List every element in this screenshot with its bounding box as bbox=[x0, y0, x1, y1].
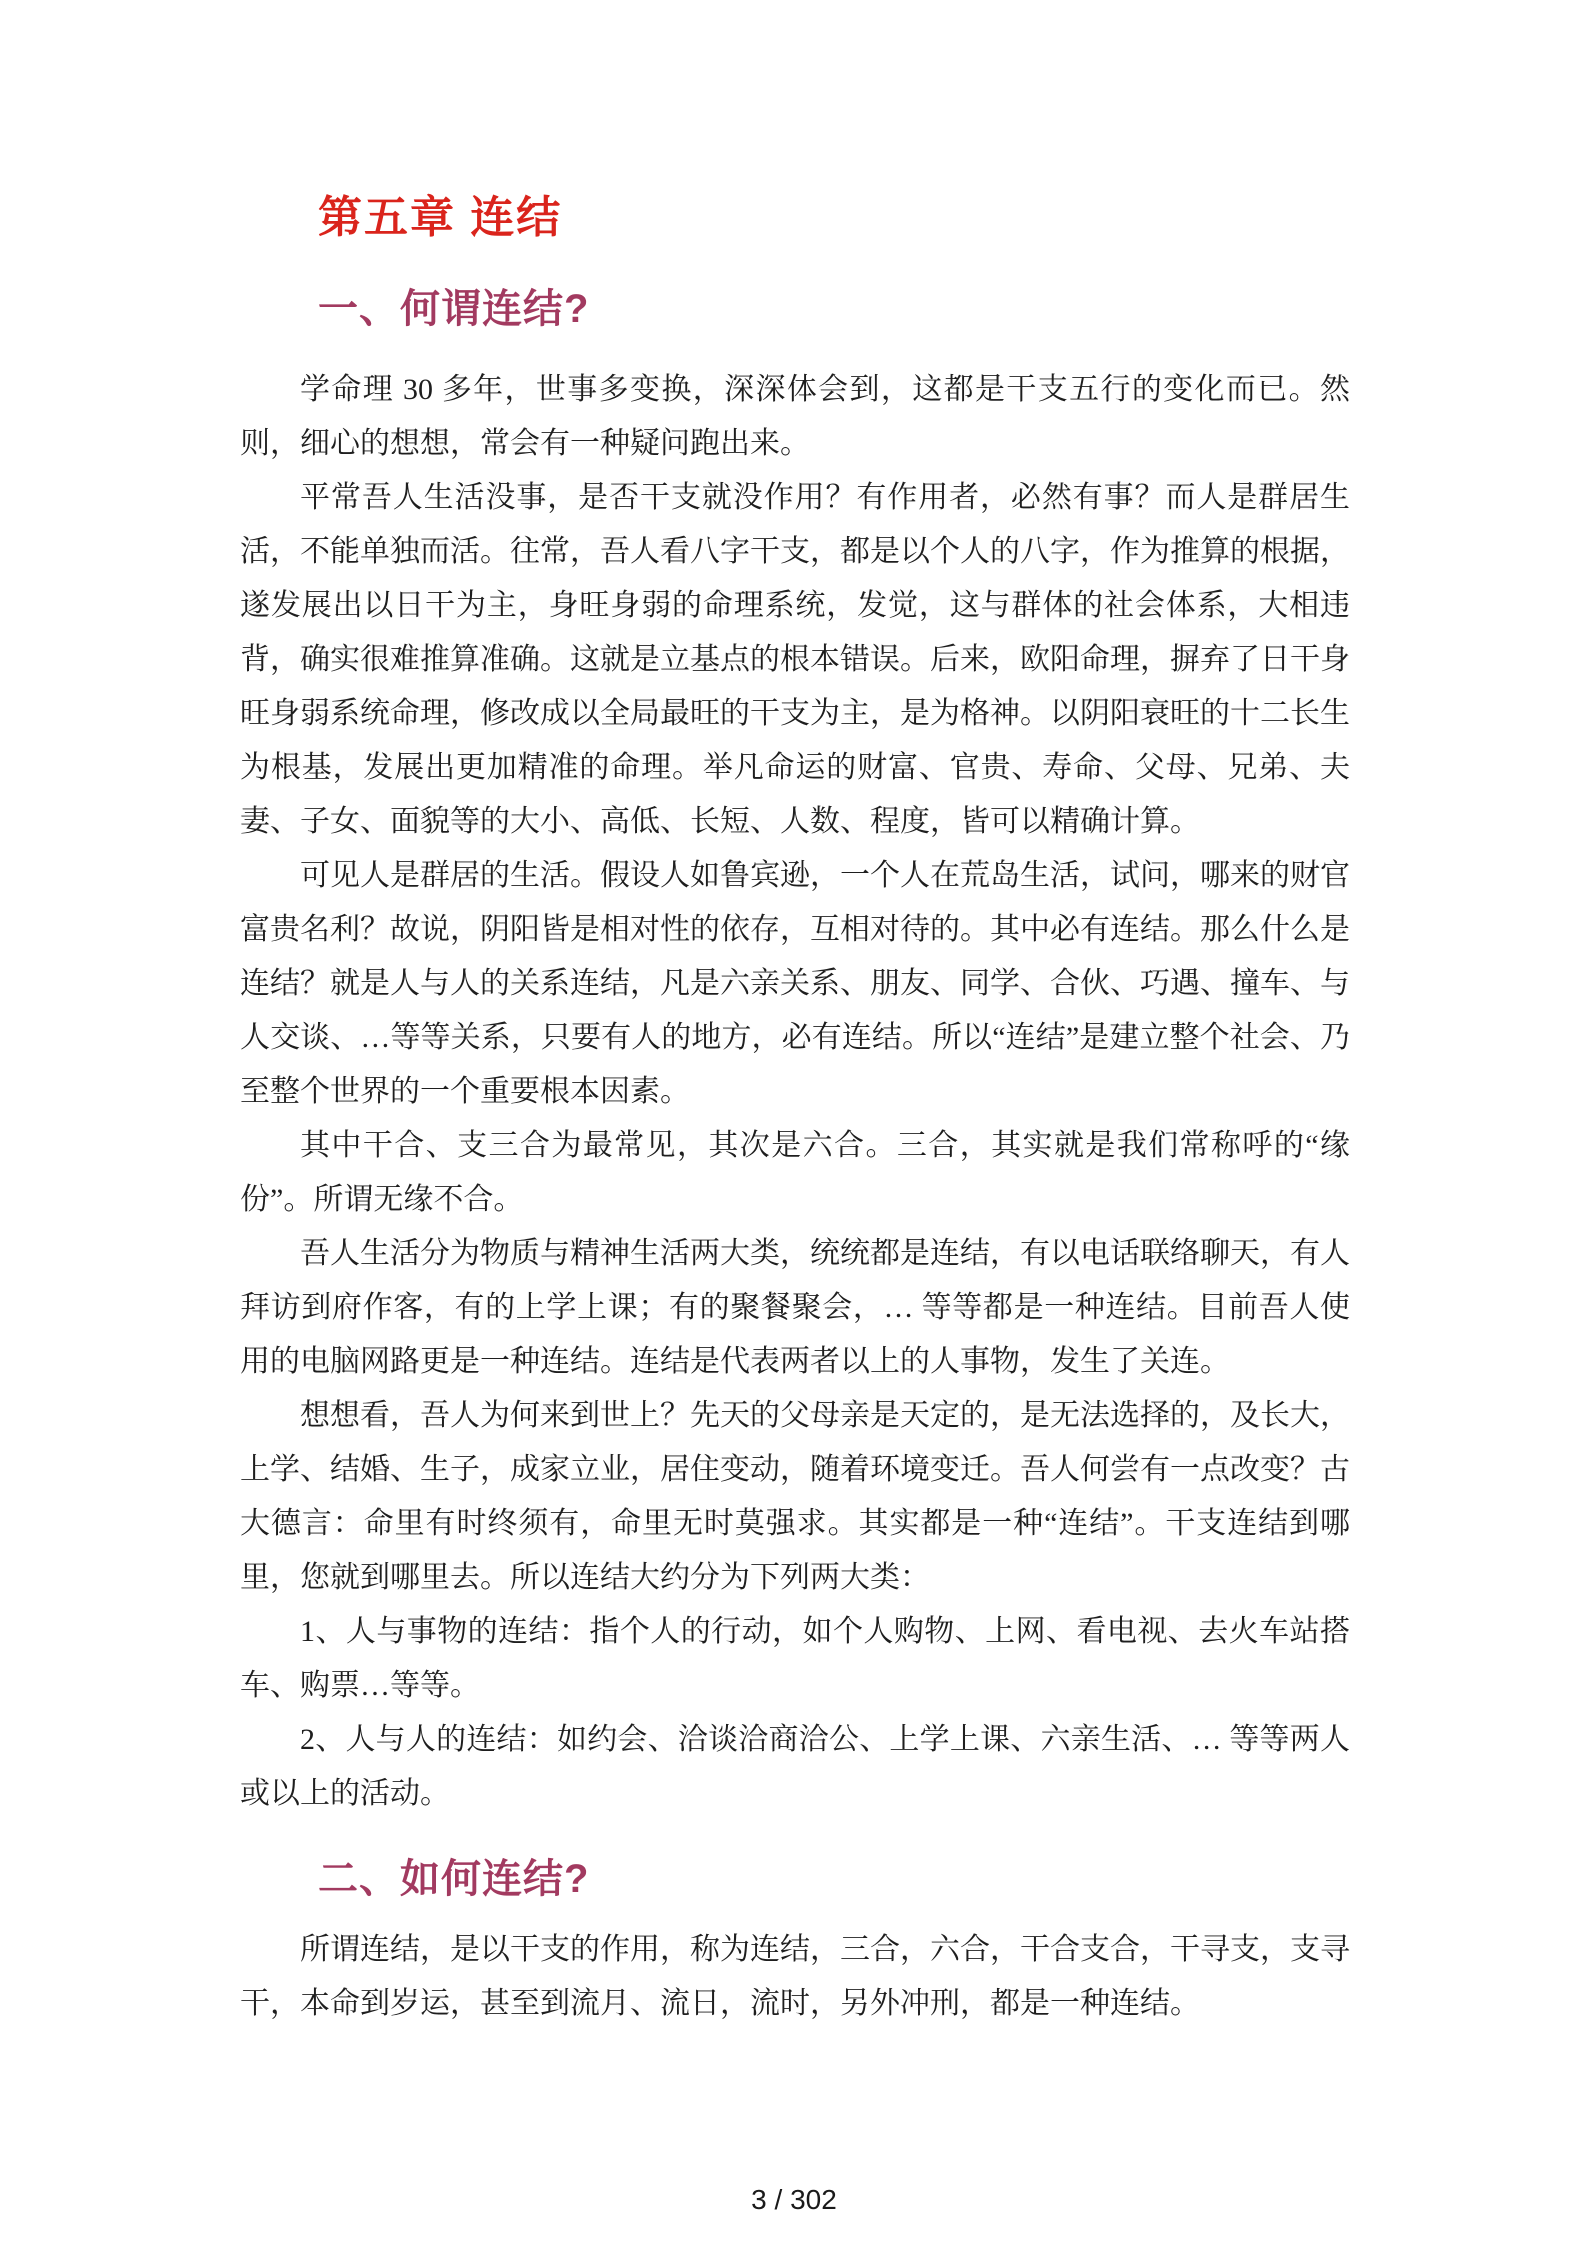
paragraph: 学命理 30 多年，世事多变换，深深体会到，这都是干支五行的变化而已。然则，细心的想想，常会有一种疑问跑出来。 bbox=[240, 372, 1350, 460]
page-footer bbox=[0, 2184, 1588, 2216]
paragraph: 其中干合、支三合为最常见，其次是六合。三合，其实就是我们常称呼的“缘份”。所谓无缘不合。 bbox=[240, 1128, 1350, 1216]
paragraph: 所谓连结，是以干支的作用，称为连结，三合，六合，干合支合，干寻支，支寻干，本命到岁运，甚至到流月、流日，流时，另外冲刑，都是一种连结。 bbox=[240, 1932, 1350, 2020]
paragraph: 吾人生活分为物质与精神生活两大类，统统都是连结，有以电话联络聊天，有人拜访到府作客，有的上学上课；有的聚餐聚会，… 等等都是一种连结。目前吾人使用的电脑网路更是一种连结。连结是代表两者以上的人事物，发生了关连。 bbox=[240, 1236, 1350, 1378]
paragraph: 可见人是群居的生活。假设人如鲁宾逊，一个人在荒岛生活，试问，哪来的财官富贵名利？故说，阴阳皆是相对性的依存，互相对待的。其中必有连结。那么什么是连结？就是人与人的关系连结，凡是六亲关系、朋友、同学、合伙、巧遇、撞车、与人交谈、…等等关系，只要有人的地方，必有连结。所以“连结”是建立整个社会、乃至整个世界的一个重要根本因素。 bbox=[240, 858, 1350, 1108]
paragraph: 想想看，吾人为何来到世上？先天的父母亲是天定的，是无法选择的，及长大，上学、结婚、生子，成家立业，居住变动，随着环境变迁。吾人何尝有一点改变？古大德言：命里有时终须有，命里无时莫强求。其实都是一种“连结”。干支连结到哪里，您就到哪里去。所以连结大约分为下列两大类： bbox=[240, 1398, 1350, 1594]
section-what-is-connection bbox=[240, 285, 1350, 1821]
paragraph: 平常吾人生活没事，是否干支就没作用？有作用者，必然有事？而人是群居生活，不能单独而活。往常，吾人看八字干支，都是以个人的八字，作为推算的根据，遂发展出以日干为主，身旺身弱的命理系统，发觉，这与群体的社会体系，大相违背，确实很难推算准确。这就是立基点的根本错误。后来，欧阳命理，摒弃了日干身旺身弱系统命理，修改成以全局最旺的干支为主，是为格神。以阴阳衰旺的十二长生为根基，发展出更加精准的命理。举凡命运的财富、官贵、寿命、父母、兄弟、夫妻、子女、面貌等的大小、高低、长短、人数、程度，皆可以精确计算。 bbox=[240, 480, 1350, 838]
page-number: 3 / 302 bbox=[751, 2184, 837, 2215]
page-content bbox=[240, 0, 1350, 2031]
paragraph-list-item-1: 1、人与事物的连结：指个人的行动，如个人购物、上网、看电视、去火车站搭车、购票…等等。 bbox=[240, 1614, 1350, 1702]
section-heading-2: 二、如何连结? bbox=[318, 1856, 590, 1901]
paragraph-list-item-2: 2、人与人的连结：如约会、洽谈洽商洽公、上学上课、六亲生活、… 等等两人或以上的活动。 bbox=[240, 1722, 1350, 1810]
section-heading-1: 一、何谓连结? bbox=[318, 286, 590, 331]
section-how-to-connect bbox=[240, 1855, 1350, 2031]
chapter-title: 第五章 连结 bbox=[318, 193, 563, 242]
